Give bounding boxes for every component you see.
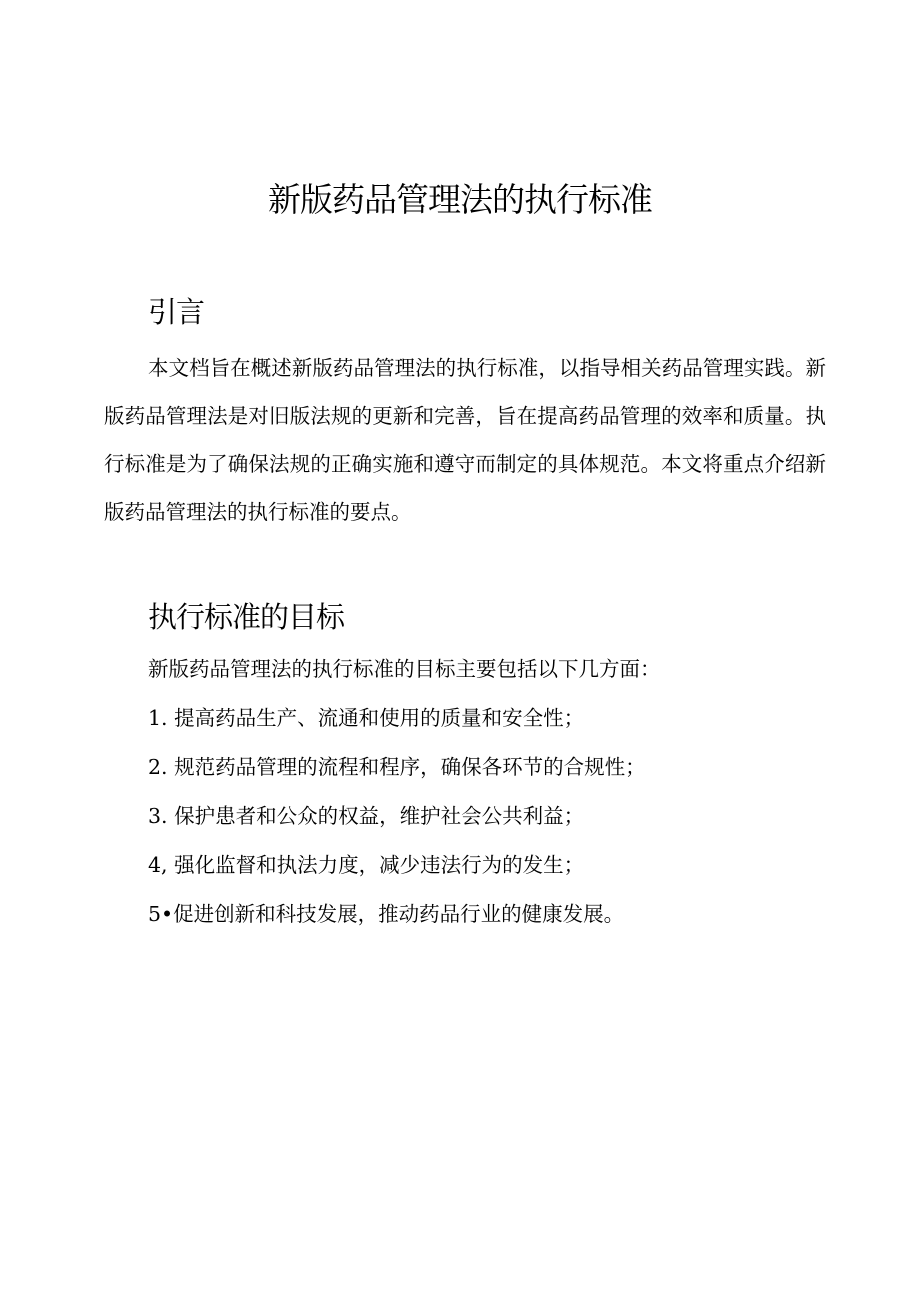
goals-lead: 新版药品管理法的执行标准的目标主要包括以下几方面： <box>148 657 661 681</box>
goal-item-4: 4, 强化监督和执法力度，减少违法行为的发生； <box>148 853 585 877</box>
intro-paragraph: 本文档旨在概述新版药品管理法的执行标准，以指导相关药品管理实践。新版药品管理法是对旧版法规的更新和完善，旨在提高药品管理的效率和质量。执行标准是为了确保法规的正确实施和遵守而制定的具体规范。本文将重点介绍新版药品管理法的执行标准的要点。 <box>104 356 826 524</box>
goal-item-3: 3. 保护患者和公众的权益，维护社会公共利益； <box>148 804 585 828</box>
section-heading-goals: 执行标准的目标 <box>148 600 345 634</box>
section-heading-intro: 引言 <box>148 295 205 329</box>
goal-item-1: 1. 提高药品生产、流通和使用的质量和安全性； <box>148 706 585 730</box>
goal-item-2: 2. 规范药品管理的流程和程序，确保各环节的合规性； <box>148 755 646 779</box>
goal-item-5: 5•促进创新和科技发展，推动药品行业的健康发展。 <box>148 902 625 926</box>
document-title: 新版药品管理法的执行标准 <box>268 180 652 219</box>
